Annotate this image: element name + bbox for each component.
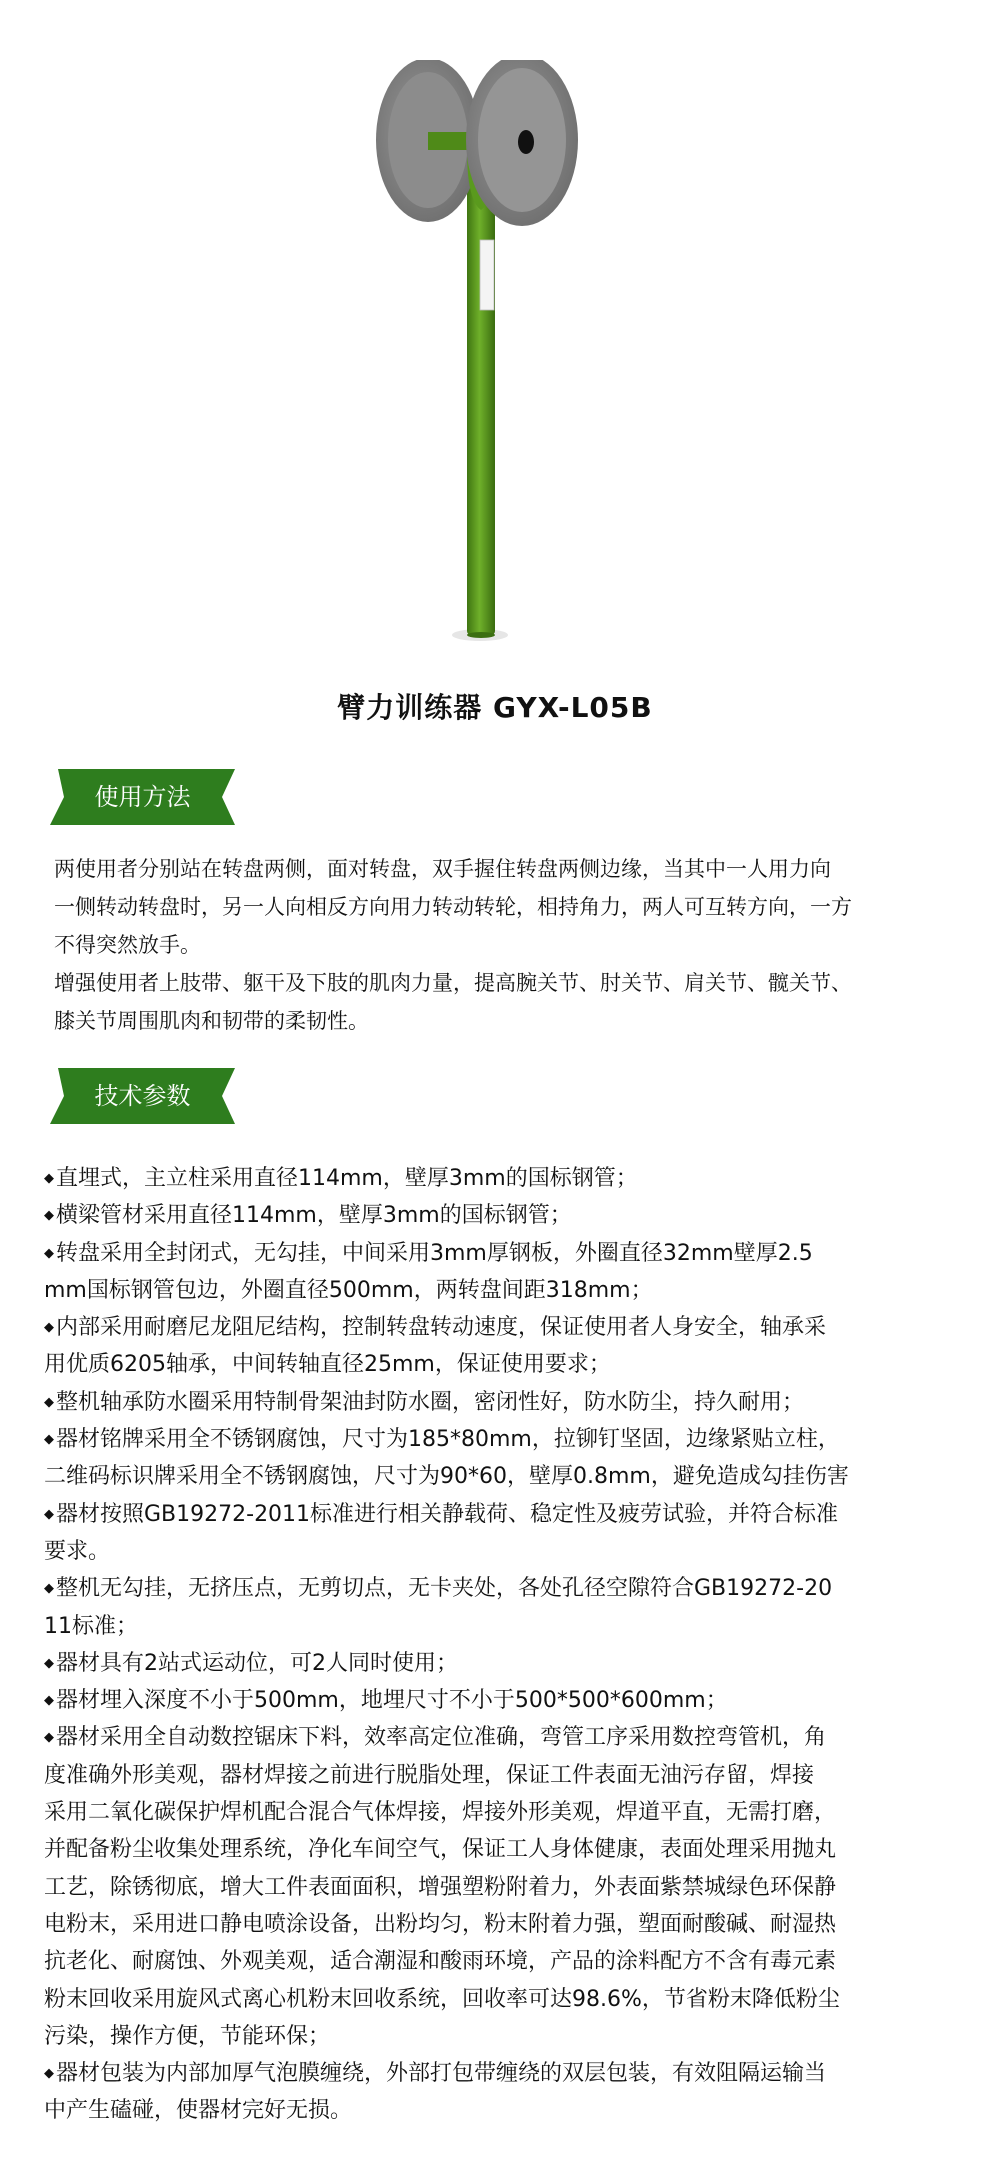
spec-line: ◆ 内部采用耐磨尼龙阻尼结构，控制转盘转动速度，保证使用者人身安全，轴承采 — [44, 1309, 964, 1346]
product-image — [370, 60, 610, 660]
spec-line: 要求。 — [44, 1538, 111, 1564]
spec-line: ◆ 转盘采用全封闭式，无勾挂，中间采用3mm厚钢板，外圈直径32mm壁厚2.5 — [44, 1235, 964, 1272]
spec-line: 度准确外形美观，器材焊接之前进行脱脂处理，保证工件表面无油污存留，焊接 — [44, 1762, 815, 1788]
usage-section-label: 使用方法 — [94, 783, 191, 811]
spec-line: ◆ 整机轴承防水圈采用特制骨架油封防水圈，密闭性好，防水防尘，持久耐用； — [44, 1384, 964, 1421]
usage-line: 一侧转动转盘时，另一人向相反方向用力转动转轮，相持角力，两人可互转方向，一方 — [54, 895, 852, 919]
spec-line: 粉末回收采用旋风式离心机粉末回收系统，回收率可达98.6%，节省粉末降低粉尘 — [44, 1986, 840, 2012]
spec-line: 采用二氧化碳保护焊机配合混合气体焊接，焊接外形美观，焊道平直，无需打磨， — [44, 1800, 837, 1826]
spec-line: 11标准； — [44, 1613, 138, 1639]
spec-line: mm国标钢管包边，外圈直径500mm，两转盘间距318mm； — [44, 1277, 653, 1303]
spec-line: ◆ 横梁管材采用直径114mm，壁厚3mm的国标钢管； — [44, 1197, 964, 1234]
usage-line: 两使用者分别站在转盘两侧，面对转盘，双手握住转盘两侧边缘，当其中一人用力向 — [54, 857, 831, 881]
spec-line: 用优质6205轴承，中间转轴直径25mm，保证使用要求； — [44, 1352, 611, 1378]
spec-line: ◆ 整机无勾挂，无挤压点，无剪切点，无卡夹处，各处孔径空隙符合GB19272-20 — [44, 1570, 964, 1607]
spec-line: ◆ 器材包装为内部加厚气泡膜缠绕，外部打包带缠绕的双层包装，有效阻隔运输当 — [44, 2055, 964, 2092]
spec-line: ◆ 器材铭牌采用全不锈钢腐蚀，尺寸为185*80mm，拉铆钉坚固，边缘紧贴立柱， — [44, 1421, 964, 1458]
spec-line: 中产生磕碰，使器材完好无损。 — [44, 2098, 353, 2124]
spec-line: ◆ 器材具有2站式运动位，可2人同时使用； — [44, 1645, 964, 1682]
usage-line: 增强使用者上肢带、躯干及下肢的肌肉力量，提高腕关节、肘关节、肩关节、髋关节、 — [54, 971, 852, 995]
usage-section-tag — [50, 769, 235, 825]
specs-section-label: 技术参数 — [94, 1082, 191, 1110]
usage-text — [54, 850, 954, 1040]
usage-line: 膝关节周围肌肉和韧带的柔韧性。 — [54, 1009, 369, 1033]
spec-line: ◆ 器材采用全自动数控锯床下料，效率高定位准确，弯管工序采用数控弯管机，角 — [44, 1719, 964, 1756]
spec-line: ◆ 器材埋入深度不小于500mm，地埋尺寸不小于500*500*600mm； — [44, 1682, 964, 1719]
spec-line: 二维码标识牌采用全不锈钢腐蚀，尺寸为90*60，壁厚0.8mm，避免造成勾挂伤害 — [44, 1464, 849, 1490]
spec-line: 电粉末，采用进口静电喷涂设备，出粉均匀，粉末附着力强，塑面耐酸碱、耐湿热 — [44, 1911, 837, 1937]
spec-line: 工艺，除锈彻底，增大工件表面面积，增强塑粉附着力，外表面紫禁城绿色环保静 — [44, 1874, 837, 1900]
spec-line: 并配备粉尘收集处理系统，净化车间空气，保证工人身体健康，表面处理采用抛丸 — [44, 1837, 837, 1863]
spec-line: ◆ 器材按照GB19272-2011标准进行相关静载荷、稳定性及疲劳试验，并符合标准 — [44, 1496, 964, 1533]
spec-line: 污染，操作方便，节能环保； — [44, 2023, 331, 2049]
specs-text — [44, 1160, 964, 2130]
specs-section-tag — [50, 1068, 235, 1124]
usage-line: 不得突然放手。 — [54, 933, 201, 957]
spec-line: 抗老化、耐腐蚀、外观美观，适合潮湿和酸雨环境，产品的涂料配方不含有毒元素 — [44, 1949, 837, 1975]
spec-line: ◆ 直埋式，主立柱采用直径114mm，壁厚3mm的国标钢管； — [44, 1160, 964, 1197]
product-title: 臂力训练器 GYX-L05B — [337, 691, 653, 724]
